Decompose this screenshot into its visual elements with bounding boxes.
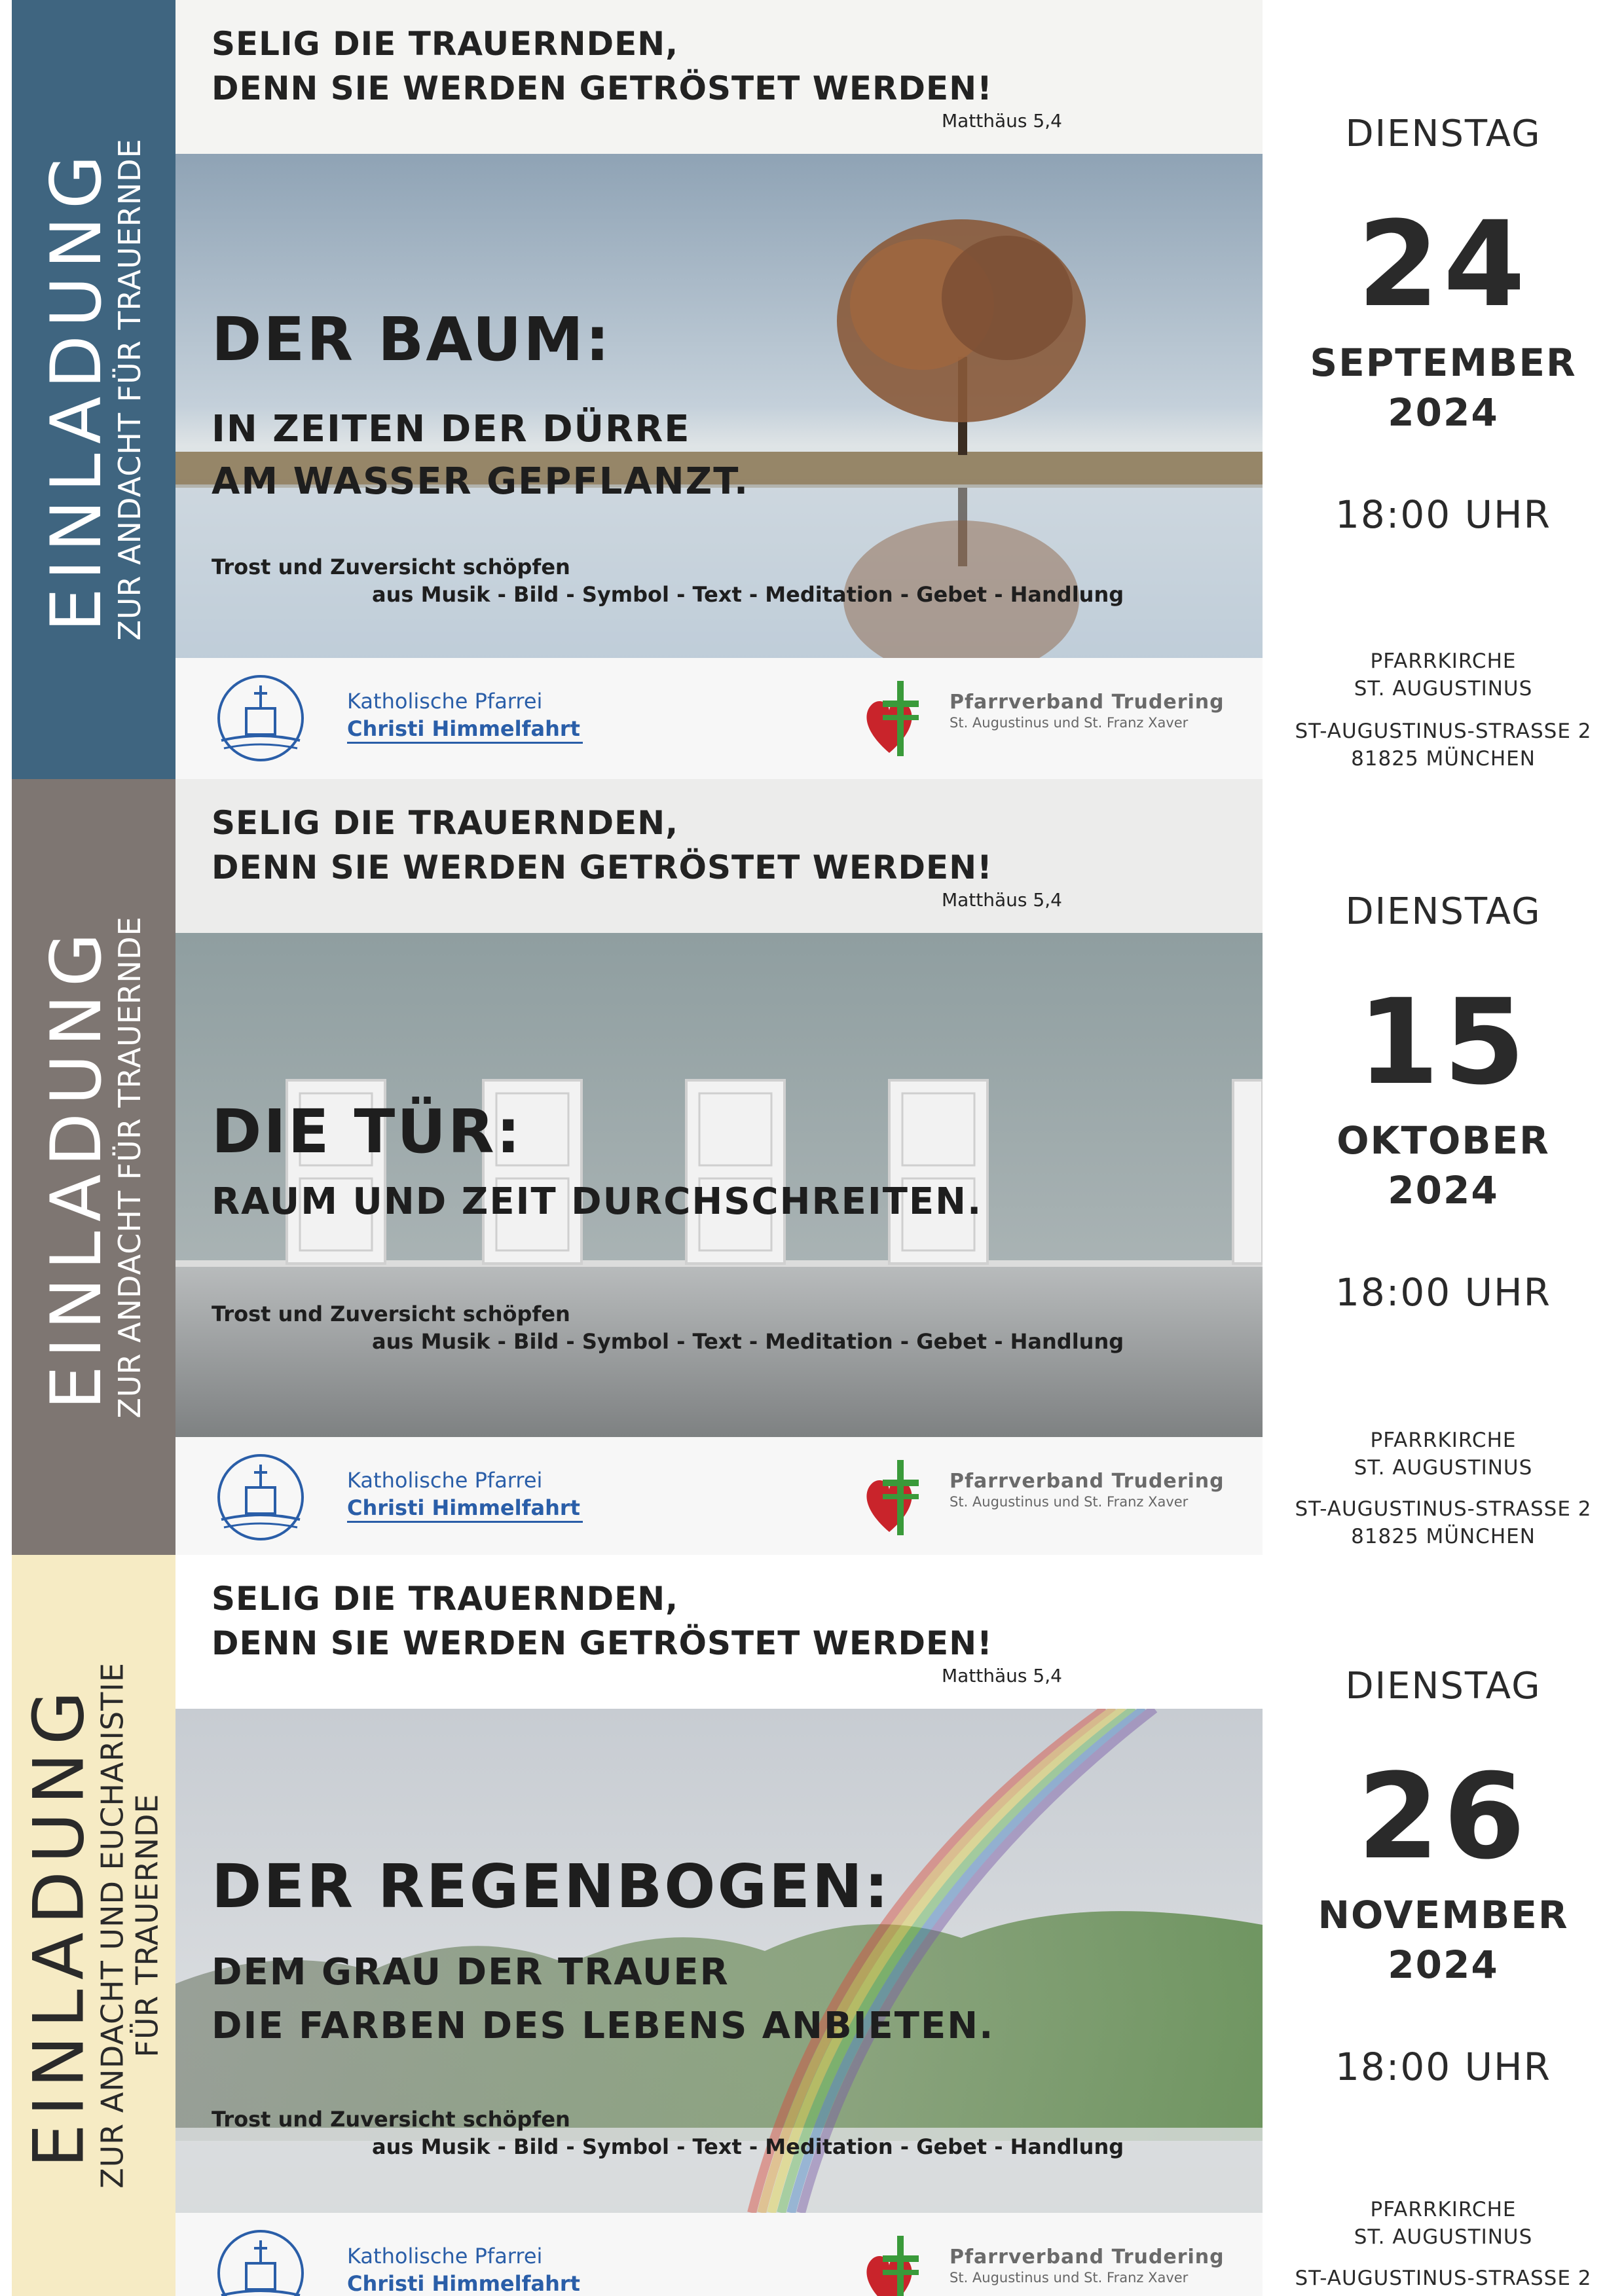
doors-photo xyxy=(175,933,1263,1437)
heart-cross-logo-icon xyxy=(863,1453,922,1539)
band-subtitle: ZUR ANDACHT FÜR TRAUERNDE xyxy=(112,138,148,641)
association-subtitle: St. Augustinus und St. Franz Xaver xyxy=(950,715,1189,731)
address-line-2: 81825 MÜNCHEN xyxy=(1351,1524,1536,1548)
divider-line xyxy=(347,742,583,744)
event-year: 2024 xyxy=(1388,1942,1499,1987)
bible-reference: Matthäus 5,4 xyxy=(942,889,1062,911)
band-text xyxy=(35,138,148,641)
event-weekday: DIENSTAG xyxy=(1345,113,1541,155)
association-name: Pfarrverband Trudering xyxy=(950,2246,1225,2269)
address-line-1: ST-AUGUSTINUS-STRASSE 2 xyxy=(1295,720,1592,743)
logo-strip xyxy=(175,658,1263,779)
place-line-2: ST. AUGUSTINUS xyxy=(1354,1455,1533,1480)
flyer xyxy=(175,779,1263,1555)
trost-line-2: aus Musik - Bild - Symbol - Text - Meditation - Gebet - Handlung xyxy=(372,582,1124,607)
parish-name-line-2: Christi Himmelfahrt xyxy=(347,1495,580,1520)
association-subtitle: St. Augustinus und St. Franz Xaver xyxy=(950,1494,1189,1510)
band-subtitle-2: FÜR TRAUERNDE xyxy=(129,1793,165,2058)
theme-title: DER BAUM: xyxy=(212,304,612,374)
tree-photo xyxy=(175,154,1263,658)
parish-name-line-2: Christi Himmelfahrt xyxy=(347,2270,580,2296)
event-weekday: DIENSTAG xyxy=(1345,890,1541,933)
flyer xyxy=(175,0,1263,779)
trost-line-1: Trost und Zuversicht schöpfen xyxy=(212,1302,570,1326)
flyer-header xyxy=(175,1555,1263,1709)
event-weekday: DIENSTAG xyxy=(1345,1665,1541,1707)
bible-reference: Matthäus 5,4 xyxy=(942,110,1062,132)
side-band xyxy=(12,1555,175,2296)
event-month: SEPTEMBER xyxy=(1310,340,1577,385)
event-year: 2024 xyxy=(1388,390,1499,435)
trost-line-2: aus Musik - Bild - Symbol - Text - Meditation - Gebet - Handlung xyxy=(372,1329,1124,1354)
parish-association xyxy=(950,1470,1225,1510)
place-line-2: ST. AUGUSTINUS xyxy=(1354,676,1533,701)
heart-cross-logo-icon xyxy=(863,2229,922,2296)
place-line-1: PFARRKIRCHE xyxy=(1370,2198,1517,2221)
event-place xyxy=(1263,648,1624,703)
event-time: 18:00 UHR xyxy=(1335,2045,1551,2089)
parish-name xyxy=(347,1467,580,1522)
bible-verse-line-2: DENN SIE WERDEN GETRÖSTET WERDEN! xyxy=(212,69,993,107)
association-name: Pfarrverband Trudering xyxy=(950,1470,1225,1493)
theme-subtitle-1: IN ZEITEN DER DÜRRE xyxy=(212,408,691,450)
event-day: 24 xyxy=(1357,196,1530,333)
bible-verse-line-2: DENN SIE WERDEN GETRÖSTET WERDEN! xyxy=(212,848,993,886)
event-day: 26 xyxy=(1357,1749,1530,1886)
bible-reference: Matthäus 5,4 xyxy=(942,1665,1062,1686)
band-subtitle-1: ZUR ANDACHT UND EUCHARISTIE xyxy=(94,1662,130,2189)
theme-subtitle-2: DIE FARBEN DES LEBENS ANBIETEN. xyxy=(212,2005,995,2047)
parish-name-line-1: Katholische Pfarrei xyxy=(347,2244,543,2269)
theme-subtitle-1: DEM GRAU DER TRAUER xyxy=(212,1951,729,1994)
address-line-1: ST-AUGUSTINUS-STRASSE 2 xyxy=(1295,2267,1592,2290)
parish-name-line-2: Christi Himmelfahrt xyxy=(347,716,580,741)
event-info xyxy=(1263,0,1624,779)
event-address xyxy=(1263,1496,1624,1551)
address-line-2: 81825 MÜNCHEN xyxy=(1351,746,1536,771)
bible-verse-line-1: SELIG DIE TRAUERNDEN, xyxy=(212,804,679,842)
event-address xyxy=(1263,2265,1624,2293)
church-logo-icon xyxy=(215,1451,306,1543)
bible-verse-line-2: DENN SIE WERDEN GETRÖSTET WERDEN! xyxy=(212,1624,993,1662)
band-title: EINLADUNG xyxy=(35,147,117,632)
parish-association xyxy=(950,2246,1225,2286)
bible-verse-line-1: SELIG DIE TRAUERNDEN, xyxy=(212,1580,679,1618)
flyer xyxy=(175,1555,1263,2296)
logo-strip xyxy=(175,1437,1263,1555)
band-title: EINLADUNG xyxy=(18,1683,100,2168)
theme-subtitle-1: RAUM UND ZEIT DURCHSCHREITEN. xyxy=(212,1180,983,1223)
rainbow-photo xyxy=(175,1709,1263,2213)
parish-association xyxy=(950,691,1225,731)
parish-name-line-1: Katholische Pfarrei xyxy=(347,1468,543,1493)
flyer-header xyxy=(175,0,1263,154)
side-band xyxy=(12,779,175,1555)
address-line-1: ST-AUGUSTINUS-STRASSE 2 xyxy=(1295,1497,1592,1521)
event-info xyxy=(1263,779,1624,1555)
invitation-card-tree xyxy=(0,0,1624,779)
trost-line-1: Trost und Zuversicht schöpfen xyxy=(212,2107,570,2132)
heart-cross-logo-icon xyxy=(863,674,922,759)
trost-line-2: aus Musik - Bild - Symbol - Text - Meditation - Gebet - Handlung xyxy=(372,2134,1124,2159)
trost-line-1: Trost und Zuversicht schöpfen xyxy=(212,555,570,579)
association-name: Pfarrverband Trudering xyxy=(950,691,1225,714)
band-title: EINLADUNG xyxy=(35,924,117,1410)
place-line-1: PFARRKIRCHE xyxy=(1370,649,1517,673)
association-subtitle: St. Augustinus und St. Franz Xaver xyxy=(950,2270,1189,2286)
place-line-2: ST. AUGUSTINUS xyxy=(1354,2225,1533,2249)
church-logo-icon xyxy=(215,2227,306,2296)
event-info xyxy=(1263,1555,1624,2296)
theme-subtitle-2: AM WASSER GEPFLANZT. xyxy=(212,460,750,503)
side-band xyxy=(12,0,175,779)
parish-name xyxy=(347,688,580,742)
event-address xyxy=(1263,718,1624,773)
bible-verse-line-1: SELIG DIE TRAUERNDEN, xyxy=(212,25,679,63)
logo-strip xyxy=(175,2213,1263,2296)
divider-line xyxy=(347,1521,583,1523)
event-year: 2024 xyxy=(1388,1168,1499,1212)
event-day: 15 xyxy=(1357,974,1530,1111)
parish-name-line-1: Katholische Pfarrei xyxy=(347,689,543,714)
band-text xyxy=(18,1662,165,2189)
theme-title: DER REGENBOGEN: xyxy=(212,1851,891,1922)
event-time: 18:00 UHR xyxy=(1335,1270,1551,1315)
event-month: OKTOBER xyxy=(1337,1118,1550,1163)
event-place xyxy=(1263,1427,1624,1482)
flyer-header xyxy=(175,779,1263,933)
invitation-card-door xyxy=(0,779,1624,1555)
event-month: NOVEMBER xyxy=(1318,1893,1569,1937)
invitation-card-rainbow xyxy=(0,1555,1624,2296)
church-logo-icon xyxy=(215,672,306,764)
place-line-1: PFARRKIRCHE xyxy=(1370,1429,1517,1452)
parish-name xyxy=(347,2243,580,2296)
event-time: 18:00 UHR xyxy=(1335,492,1551,537)
theme-title: DIE TÜR: xyxy=(212,1097,523,1167)
band-subtitle: ZUR ANDACHT FÜR TRAUERNDE xyxy=(112,915,148,1419)
event-place xyxy=(1263,2196,1624,2251)
band-text xyxy=(35,915,148,1419)
